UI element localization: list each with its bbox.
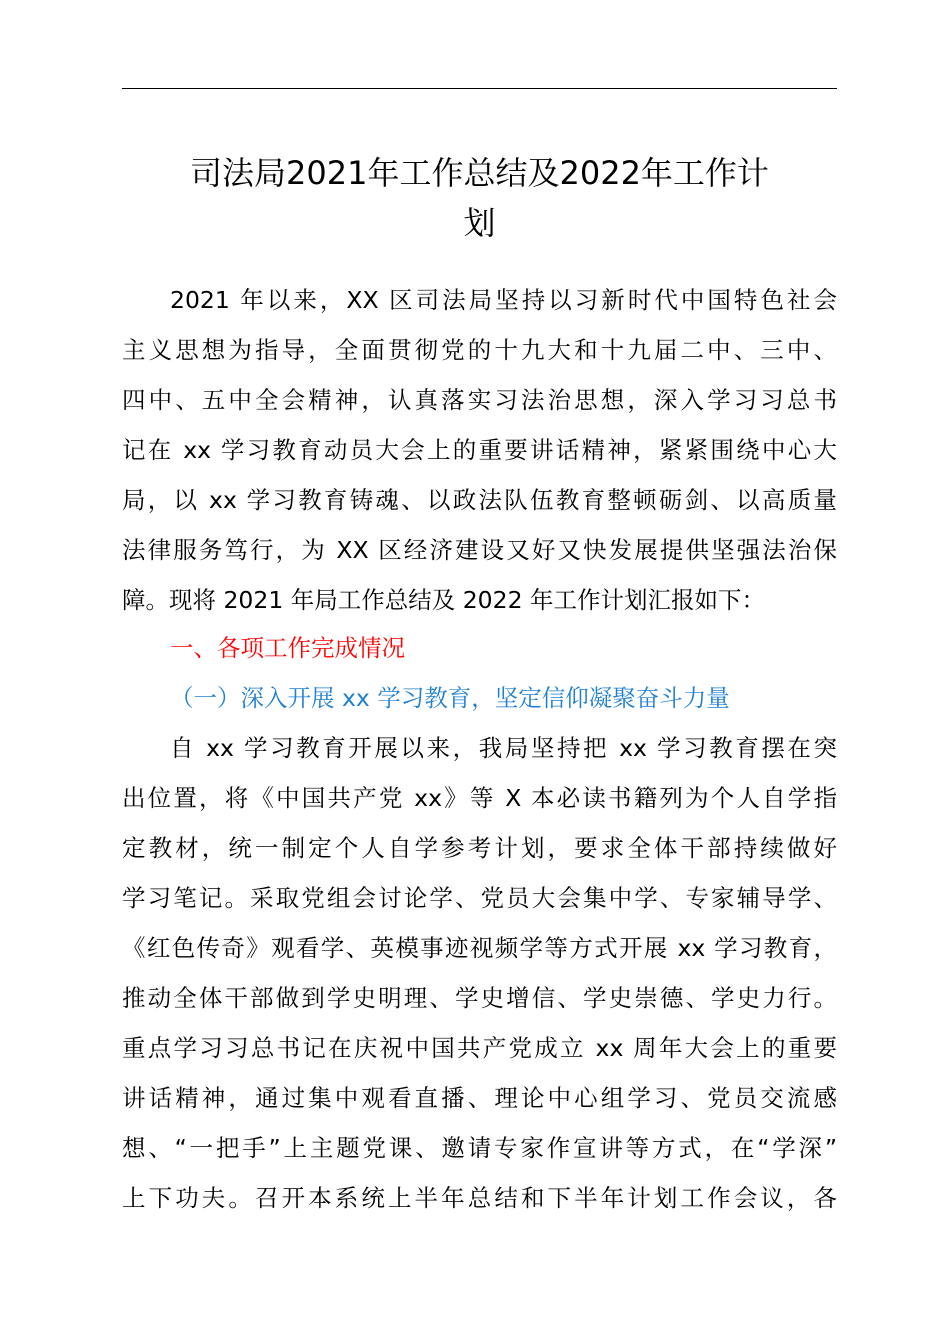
paragraph-line: 自 xx 学习教育开展以来，我局坚持把 xx 学习教育摆在突 <box>170 734 837 762</box>
paragraph-line: 法律服务笃行，为 XX 区经济建设又好又快发展提供坚强法治保 <box>122 536 837 564</box>
header-rule <box>122 88 837 89</box>
heading-completion-status: 一、各项工作完成情况 <box>170 634 405 662</box>
paragraph-line: 记在 xx 学习教育动员大会上的重要讲话精神，紧紧围绕中心大 <box>122 436 837 464</box>
paragraph-line: 四中、五中全会精神，认真落实习法治思想，深入学习习总书 <box>122 386 837 414</box>
paragraph-line: 主义思想为指导，全面贯彻党的十九大和十九届二中、三中、 <box>122 336 837 364</box>
section-heading-2 <box>122 673 837 723</box>
paragraph-line: 障。现将 2021 年局工作总结及 2022 年工作计划汇报如下： <box>122 586 765 614</box>
paragraph-line: 重点学习习总书记在庆祝中国共产党成立 xx 周年大会上的重要 <box>122 1034 837 1062</box>
heading-study-education: （一）深入开展 xx 学习教育，坚定信仰凝聚奋斗力量 <box>170 684 730 712</box>
paragraph-line: 2021 年以来，XX 区司法局坚持以习新时代中国特色社会 <box>170 286 837 314</box>
paragraph-line: 学习笔记。采取党组会讨论学、党员大会集中学、专家辅导学、 <box>122 884 837 912</box>
paragraph-line: 局，以 xx 学习教育铸魂、以政法队伍教育整顿砺剑、以高质量 <box>122 486 837 514</box>
intro-paragraph <box>122 275 837 625</box>
study-paragraph <box>122 723 837 1223</box>
section-heading-1 <box>122 623 837 673</box>
paragraph-line: 出位置，将《中国共产党 xx》等 X 本必读书籍列为个人自学指 <box>122 784 837 812</box>
paragraph-line: 定教材，统一制定个人自学参考计划，要求全体干部持续做好 <box>122 834 837 862</box>
title-line-1: 司法局2021年工作总结及2022年工作计 <box>190 154 769 192</box>
document-title <box>122 148 837 248</box>
paragraph-line: 上下功夫。召开本系统上半年总结和下半年计划工作会议，各 <box>122 1184 837 1212</box>
paragraph-line: 《红色传奇》观看学、英模事迹视频学等方式开展 xx 学习教育， <box>122 934 837 962</box>
paragraph-line: 推动全体干部做到学史明理、学史增信、学史崇德、学史力行。 <box>122 984 837 1012</box>
title-line-2: 划 <box>463 204 496 242</box>
paragraph-line: 讲话精神，通过集中观看直播、理论中心组学习、党员交流感 <box>122 1084 837 1112</box>
paragraph-line: 想、“一把手”上主题党课、邀请专家作宣讲等方式，在“学深” <box>122 1134 837 1162</box>
